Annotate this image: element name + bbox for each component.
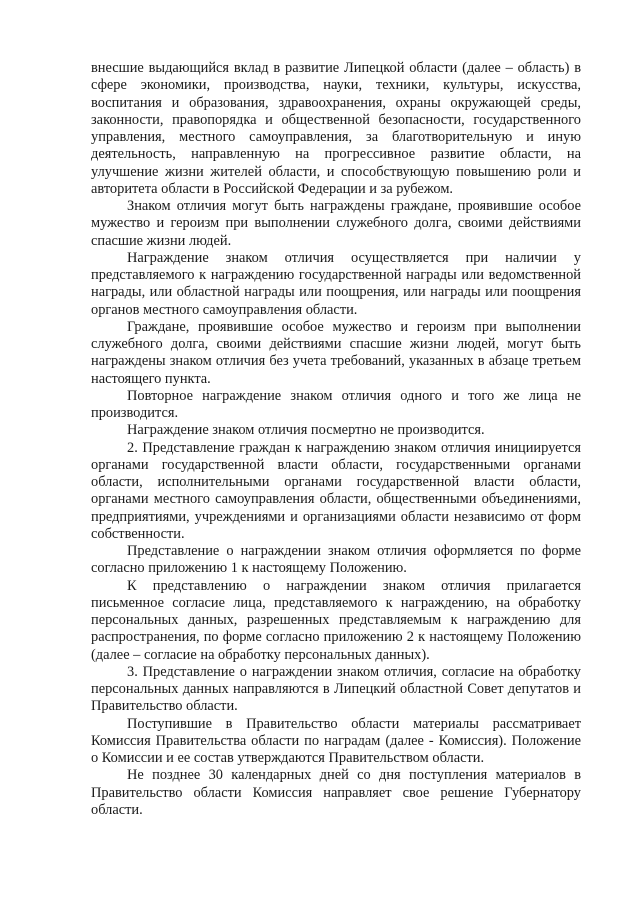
paragraph-prior-award-requirement: Награждение знаком отличия осуществляется при наличии у представляемого к награждению государственной награды или ведомственной награды, или областной награды или поощрения, или награды или поощрения органов местного самоуправления области. bbox=[91, 249, 581, 318]
paragraph-nomination-form: Представление о награждении знаком отличия оформляется по форме согласно приложению 1 к настоящему Положению. bbox=[91, 543, 581, 577]
paragraph-no-posthumous-award: Награждение знаком отличия посмертно не производится. bbox=[127, 422, 485, 439]
paragraph-section-3-submission: 3. Представление о награждении знаком отличия, согласие на обработку персональных данных направляются в Липецкий областной Совет депутатов и Правительство области. bbox=[91, 663, 581, 715]
paragraph-awards-commission: Поступившие в Правительство области материалы рассматривает Комиссия Правительства области по наградам (далее - Комиссия). Положение о Комиссии и ее состав утверждаются Правительством области. bbox=[91, 715, 581, 766]
paragraph-continuation: внесшие выдающийся вклад в развитие Липецкой области (далее – область) в сфере экономики, производства, науки, техники, культуры, искусства, воспитания и образования, здравоохранения, охраны окружающей среды, законности, правопорядка и общественной безопасности, государственного управления, местного самоуправления, за благотворительную и иную деятельность, направленную на прогрессивное развитие области, на улучшение жизни жителей области, и способствующую повышению роли и авторитета области в Российской Федерации и за рубежом. bbox=[91, 60, 581, 197]
paragraph-heroism-exception: Граждане, проявившие особое мужество и героизм при выполнении служебного долга, своими действиями спасшие жизни людей, могут быть награждены знаком отличия без учета требований, указанных в абзаце третьем настоящего пункта. bbox=[91, 318, 581, 387]
paragraph-decision-deadline: Не позднее 30 календарных дней со дня поступления материалов в Правительство области Комиссия направляет свое решение Губернатору области. bbox=[91, 767, 581, 818]
document-page bbox=[91, 60, 581, 819]
paragraph-section-2-initiation: 2. Представление граждан к награждению знаком отличия инициируется органами государственной власти области, государственными органами области, исполнительными органами государственной власти области, органами местного самоуправления области, общественными объединениями, предприятиями, учреждениями и организациями области независимо от форм собственности. bbox=[91, 439, 581, 542]
paragraph-heroism-eligibility: Знаком отличия могут быть награждены граждане, проявившие особое мужество и героизм при выполнении служебного долга, своими действиями спасшие жизни людей. bbox=[91, 198, 581, 249]
paragraph-no-repeat-award: Повторное награждение знаком отличия одного и того же лица не производится. bbox=[91, 387, 581, 421]
paragraph-personal-data-consent: К представлению о награждении знаком отличия прилагается письменное согласие лица, представляемого к награждению, на обработку персональных данных, разрешенных представляемым к награждению для распространения, по форме согласно приложению 2 к настоящему Положению (далее – согласие на обработку персональных данных). bbox=[91, 577, 581, 663]
